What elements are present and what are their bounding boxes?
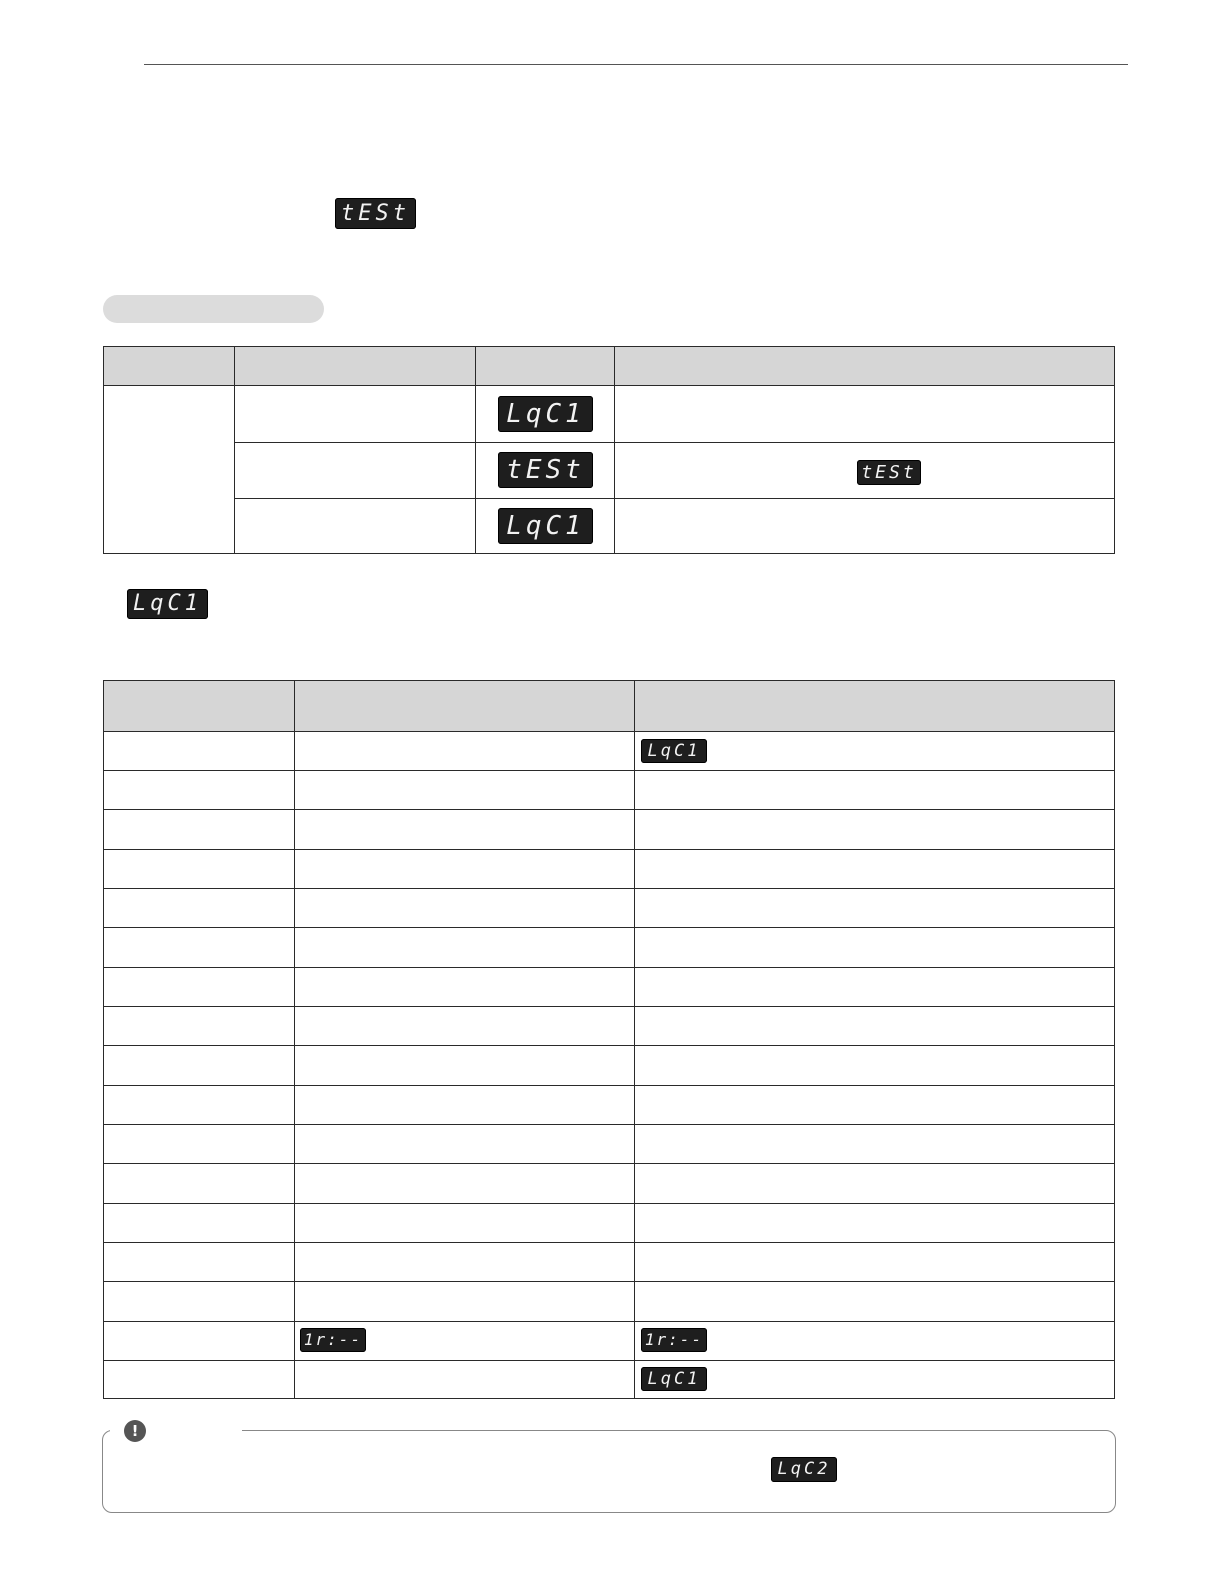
note-box [102,1430,1116,1513]
table1-row1-display [498,396,593,432]
note-display [771,1457,837,1482]
intro-test-display [335,198,416,229]
table2-row17-col3-display [641,1367,707,1391]
note-display-text: LqC2 [777,1459,831,1479]
table1-row2-display-text: tESt [506,455,585,485]
table2-row1-col3-display-text: LqC1 [647,740,701,761]
check-items-table-header [104,681,1114,731]
standalone-display [127,589,208,619]
table1-row2-display [498,452,593,488]
table2-row16-col3-display [641,1328,707,1352]
table2-row17-col3-display-text: LqC1 [647,1368,701,1389]
table2-row16-col3-display-text: 1r:-- [644,1330,704,1349]
table2-row16-col2-display [300,1328,366,1352]
standalone-display-text: LqC1 [133,591,202,616]
table2-row16-col2-display-text: 1r:-- [303,1330,363,1349]
header-rule [144,64,1128,65]
table1-row3-display [498,508,593,544]
test-mode-table-header [104,347,1114,385]
table1-row3-display-text: LqC1 [506,511,585,541]
exclamation-icon: ! [124,1420,146,1442]
section-label-pill [103,295,324,323]
table1-row2-inline-display-text: tESt [861,461,917,483]
table1-row2-inline-display [857,460,921,485]
intro-test-display-text: tESt [341,200,410,226]
table2-row1-col3-display [641,739,707,763]
table1-row1-display-text: LqC1 [506,399,585,429]
